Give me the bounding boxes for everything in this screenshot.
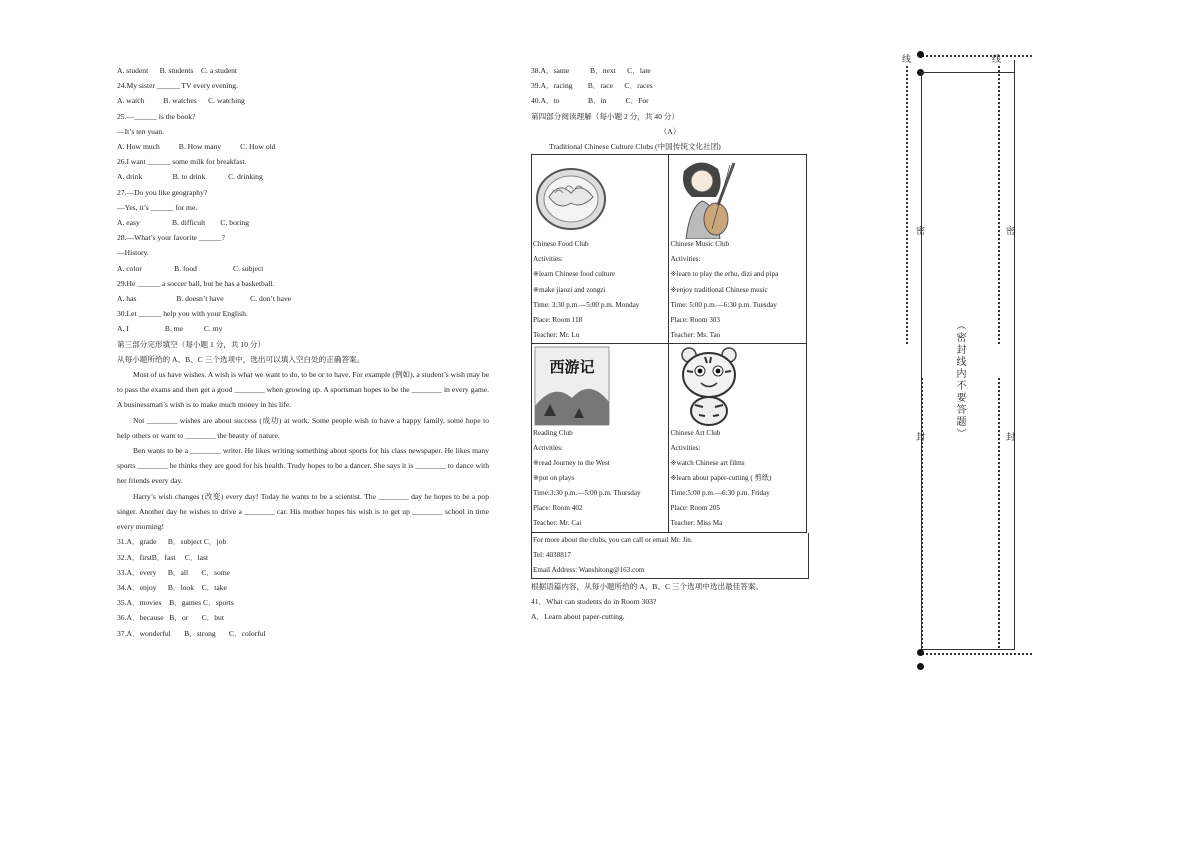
left-text-line: —Yes, it’s ______ for me.: [117, 202, 198, 212]
club-detail: Place: Room 402: [533, 504, 583, 513]
left-text-options: A. I B. me C. my: [117, 324, 223, 334]
left-text-line: 28.—What’s your favorite ______?: [117, 233, 225, 243]
club-name: Chinese Music Club: [670, 240, 730, 249]
dot-marker: [917, 649, 924, 656]
journey-west-title: 西游记: [549, 357, 595, 376]
binding-margin: [900, 48, 1040, 673]
club-detail: Teacher: Miss Ma: [670, 519, 723, 528]
reading-text-line: （A）: [659, 126, 681, 136]
left-text-line: —History.: [117, 248, 149, 258]
club-detail: Activities:: [670, 255, 701, 264]
border-line-bottom: [921, 649, 1014, 650]
left-text-line: —It’s ten yuan.: [117, 126, 165, 136]
left-text-options: A. student B. students C. a student: [117, 66, 238, 75]
binding-mark-mi-left: 密: [916, 226, 926, 236]
club-detail: ※put on plays: [533, 474, 575, 483]
left-text-line: 从每小题所给的 A、B、C 三个选项中，选出可以填入空白处的正确答案。: [117, 354, 365, 364]
club-detail: Place: Room 303: [670, 315, 720, 324]
club-detail: Teacher: Mr. Lu: [533, 330, 580, 339]
left-text-options: A. has B. doesn’t have C. don’t have: [117, 294, 292, 304]
contact-line: For more about the clubs, you can call or email Mr. Jin.: [533, 535, 693, 544]
binding-mark-xian-right: 线: [992, 54, 1002, 64]
club-detail: Activities:: [670, 443, 701, 452]
reading-text-options: 39.A．racing B．race C．races: [531, 81, 653, 91]
question-line: 41．What can students do in Room 303?: [531, 597, 657, 607]
left-text-line: 30.Let ______ help you with your English.: [117, 309, 248, 319]
pipa-girl-image: [670, 155, 805, 237]
contact-line: Tel: 4038817: [533, 550, 572, 559]
club-cell-food: [532, 155, 669, 344]
contact-info-box: [531, 533, 809, 579]
club-cell-art: [669, 343, 807, 532]
question-line: A．Learn about paper-cutting.: [531, 612, 625, 622]
club-name: Reading Club: [533, 428, 573, 437]
club-detail: Time:5:00 p.m.—6:30 p.m. Friday: [670, 489, 770, 498]
reading-text-options: 38.A．same B．next C．late: [531, 66, 651, 75]
club-detail: ※watch Chinese art films: [670, 459, 745, 468]
border-line-right: [1014, 60, 1015, 650]
club-detail: ※learn to play the erhu, dizi and pipa: [670, 270, 779, 279]
journey-west-image: [533, 344, 667, 426]
left-text-paragraph: Not ________ wishes are about success (成功) at work. Some people wish to have a happy family, some hope to help others or want to ________ the beauty of nature.: [117, 415, 489, 440]
dotted-line-right: [998, 66, 1000, 344]
left-text-options: A. drink B. to drink C. drinking: [117, 172, 263, 182]
club-detail: ※make jiaozi and zongzi: [533, 285, 606, 294]
left-text-options: A. easy B. difficult C. boring: [117, 218, 250, 228]
club-detail: Place: Room 118: [533, 315, 583, 324]
reading-header: [531, 63, 809, 154]
binding-mark-feng-right: 封: [1006, 432, 1016, 442]
left-text-options: 34.A．enjoy B．look C．take: [117, 582, 227, 592]
binding-mark-mi-right: 密: [1006, 226, 1016, 236]
border-line-top: [921, 72, 1014, 73]
left-text-line: 24.My sister ______ TV every evening.: [117, 81, 238, 91]
dotted-line-top: [922, 55, 1032, 57]
left-text-paragraph: Most of us have wishes. A wish is what we want to do, to be or to have. For example (例如), a student’s wish may be to pass the exams and then get a good ________ when growing up. A sportsman hopes to be the ________ in every game. A businessman’s wish is to make much money in his life.: [117, 370, 489, 410]
question-41: [531, 579, 809, 625]
club-detail: Place: Room 205: [670, 504, 720, 513]
left-column: [117, 63, 489, 641]
dotted-line-left: [906, 66, 908, 344]
dumplings-image: [533, 155, 667, 237]
dot-marker: [917, 51, 924, 58]
club-cell-music: [669, 155, 807, 344]
dotted-line-bottom: [922, 653, 1032, 655]
dotted-line-left-lower: [921, 378, 923, 648]
left-text-line: 26.I want ______ some milk for breakfast.: [117, 157, 247, 167]
reading-text-line: 第四部分阅读理解（每小题 2 分，共 40 分）: [531, 111, 680, 121]
middle-column: [531, 63, 809, 624]
binding-mark-xian-left: 线: [902, 54, 912, 64]
left-text-options: 36.A．because B．or C．but: [117, 613, 224, 623]
club-detail: ※learn Chinese food culture: [533, 270, 616, 279]
club-detail: ※learn about paper-cutting ( 剪纸): [670, 474, 772, 483]
left-text-options: 31.A．grade B．subject C．job: [117, 537, 227, 547]
left-text-options: A. color B. food C. subject: [117, 263, 264, 273]
left-text-options: 37.A．wonderful B．strong C．colorful: [117, 628, 266, 638]
left-text-options: 33.A．every B．all C．some: [117, 567, 231, 577]
left-text-paragraph: Ben wants to be a ________ writer. He likes writing something about sports for his class newspaper. He likes many sports ________ he thinks they are good for his health. Trudy hopes to be a dancer. She says it is ________ to dance with her friends every day.: [117, 446, 489, 486]
reading-text-line: Traditional Chinese Culture Clubs (中国传统文化社团): [549, 142, 721, 152]
club-detail: Time: 3:30 p.m.—5:00 p.m. Monday: [533, 300, 640, 309]
club-detail: Teacher: Mr. Cai: [533, 519, 582, 528]
dotted-line-right-lower: [998, 378, 1000, 648]
left-text-options: 35.A．movies B．games C．sports: [117, 598, 234, 608]
left-text-line: 25.—______ is the book?: [117, 111, 196, 121]
left-text-options: A. watch B. watches C. watching: [117, 96, 245, 106]
left-text-paragraph: Harry’s wish changes (改变) every day! Today he wants to be a scientist. The ________ day he hopes to be a pop singer. Another day he wishes to drive a ________ car. His mother hopes his wish is to get up ________ school in time every morning!: [117, 491, 489, 532]
left-text-line: 27.—Do you like geography?: [117, 187, 208, 197]
question-line: 根据语篇内容，从每小题所给的 A、B、C 三个选项中选出最佳答案。: [531, 581, 764, 591]
club-detail: ※enjoy traditional Chinese music: [670, 285, 768, 294]
clubs-table: [531, 154, 807, 532]
club-detail: ※read Journey to the West: [533, 459, 610, 468]
club-detail: Activities:: [533, 443, 563, 452]
left-text-options: A. How much B. How many C. How old: [117, 142, 276, 152]
club-detail: Teacher: Ms. Tao: [670, 330, 721, 339]
left-text-line: 第三部分完形填空（每小题 1 分，共 10 分）: [117, 339, 266, 349]
club-name: Chinese Food Club: [533, 240, 589, 249]
reading-text-options: 40.A．to B．in C．For: [531, 96, 649, 106]
dot-marker: [917, 663, 924, 670]
club-detail: Time:3:30 p.m.—5:00 p.m. Thursday: [533, 489, 641, 498]
tiger-cartoon-image: [670, 344, 805, 426]
club-name: Chinese Art Club: [670, 428, 721, 437]
left-text-options: 32.A．firstB．fast C．last: [117, 552, 209, 562]
binding-mark-feng-left: 封: [916, 432, 926, 442]
club-detail: Activities:: [533, 255, 563, 264]
left-text-line: 29.He ______ a soccer ball, but he has a basketball.: [117, 278, 275, 288]
club-detail: Time: 5:00 p.m.—6:30 p.m. Tuesday: [670, 300, 777, 309]
sealing-notice: （密封线内不要答题）: [954, 320, 965, 440]
contact-line: Email Address: Wanshitong@163.com: [533, 565, 645, 574]
club-cell-reading: [532, 343, 669, 532]
